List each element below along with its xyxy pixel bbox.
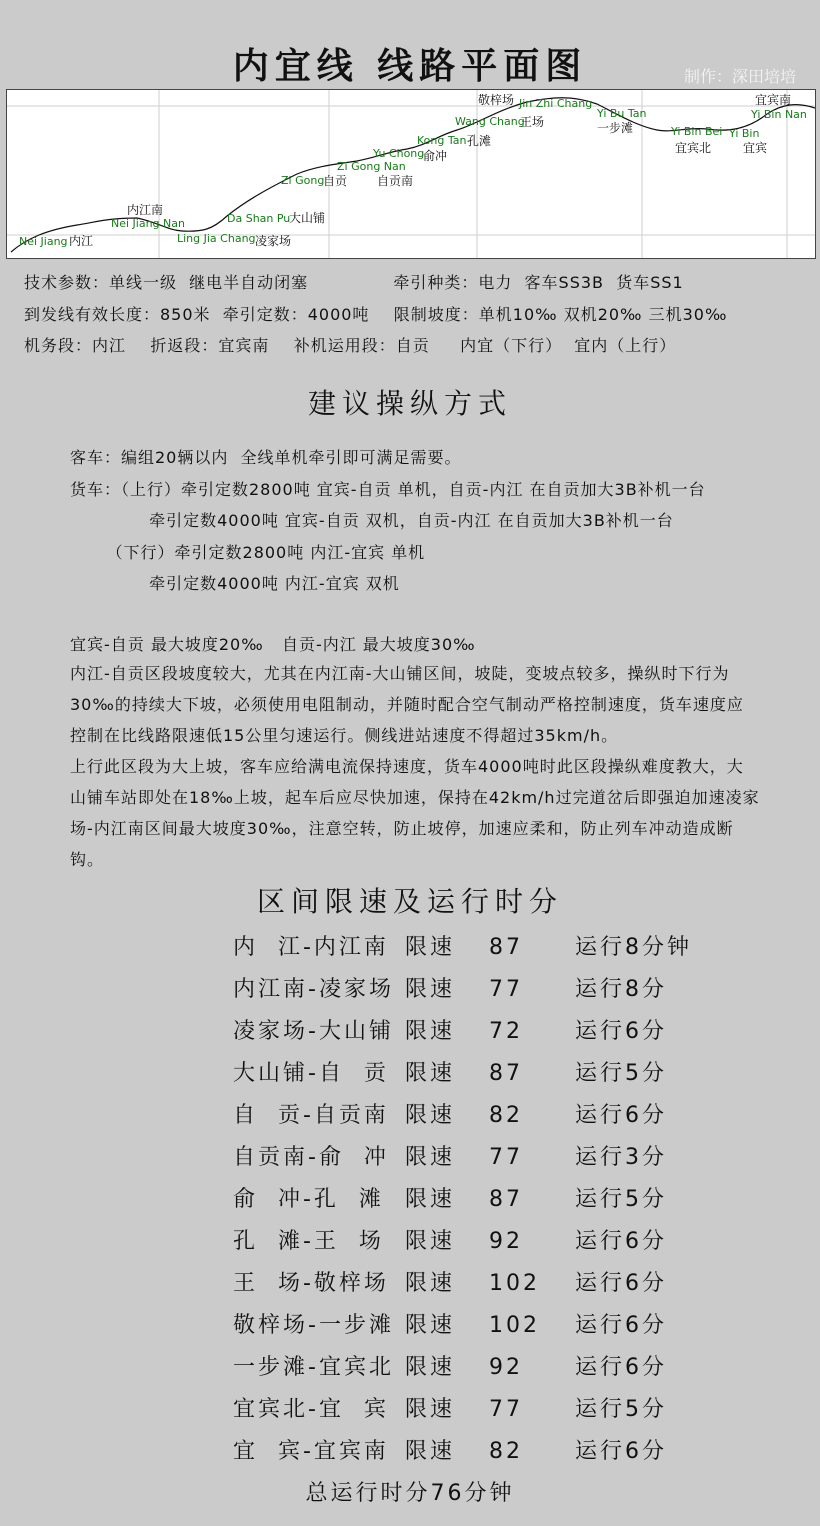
limit-label: 限速 — [405, 1229, 456, 1254]
station-pinyin-label: Wang Chang — [455, 115, 525, 128]
speed-row — [233, 1139, 667, 1181]
limit-label: 限速 — [405, 1439, 456, 1464]
run-time: 运行6分 — [575, 1103, 667, 1128]
station-pinyin-label: Nei Jiang — [19, 235, 68, 248]
station-name-label: 俞冲 — [423, 149, 448, 163]
speed-row — [233, 1349, 667, 1391]
speed-limit: 82 — [489, 1103, 523, 1128]
author-credit: 制作：深田培培 — [683, 67, 796, 86]
speed-limit: 87 — [489, 935, 523, 960]
station-pinyin-label: Yi Bu Tan — [597, 107, 647, 120]
speed-limit: 92 — [489, 1355, 523, 1380]
speed-limit: 72 — [489, 1019, 523, 1044]
advice-line-5: 牵引定数4000吨 内江-宜宾 双机 — [70, 574, 400, 593]
run-time: 运行6分 — [575, 1229, 667, 1254]
run-time: 运行6分 — [575, 1355, 667, 1380]
speed-limit: 102 — [489, 1313, 540, 1338]
section-name: 内 江-内江南 — [233, 935, 389, 960]
section-name: 宜 宾-宜宾南 — [233, 1439, 389, 1464]
advice-line-3: 牵引定数4000吨 宜宾-自贡 双机，自贡-内江 在自贡加大3B补机一台 — [70, 511, 674, 530]
station-pinyin-label: Zi Gong — [281, 174, 325, 187]
station-pinyin-label: Jin Zhi Chang — [519, 97, 593, 110]
station-pinyin-label: Yu Chong — [373, 147, 425, 160]
run-time: 运行8分 — [575, 977, 667, 1002]
limit-label: 限速 — [405, 1187, 456, 1212]
speed-limit: 77 — [489, 1397, 523, 1422]
limit-label: 限速 — [405, 1103, 456, 1128]
speed-heading: 区间限速及运行时分 — [256, 885, 563, 918]
speed-limit: 87 — [489, 1061, 523, 1086]
tech-line-3: 机务段：内江 折返段：宜宾南 补机运用段：自贡 内宜（下行） 宜内（上行） — [24, 336, 677, 355]
station-name-label: 大山铺 — [289, 211, 326, 225]
run-time: 运行3分 — [575, 1145, 667, 1170]
speed-row — [233, 1223, 667, 1265]
limit-label: 限速 — [405, 1397, 456, 1422]
run-time: 运行6分 — [575, 1439, 667, 1464]
section-name: 王 场-敬梓场 — [233, 1271, 389, 1296]
station-name-label: 宜宾 — [743, 141, 768, 155]
advice-heading: 建议操纵方式 — [307, 387, 512, 420]
run-time: 运行6分 — [575, 1019, 667, 1044]
speed-limit: 77 — [489, 977, 523, 1002]
speed-row — [233, 1433, 667, 1475]
run-time: 运行6分 — [575, 1271, 667, 1296]
limit-label: 限速 — [405, 1271, 456, 1296]
section-name: 敬梓场-一步滩 — [233, 1313, 394, 1338]
speed-row — [233, 1307, 667, 1349]
limit-label: 限速 — [405, 1019, 456, 1044]
station-name-label: 敬梓场 — [478, 93, 515, 107]
advice-line-2: 货车：（上行）牵引定数2800吨 宜宾-自贡 单机，自贡-内江 在自贡加大3B补机一台 — [70, 480, 706, 499]
limit-label: 限速 — [405, 1355, 456, 1380]
speed-limit: 87 — [489, 1187, 523, 1212]
notes-paragraph-2: 上行此区段为大上坡，客车应给满电流保持速度，货车4000吨时此区段操纵难度教大，大山铺车站即处在18‰上坡，起车后应尽快加速，保持在42km/h过完道岔后即强迫加速凌家场-内江南区间最大坡度30‰，注意空转，防止坡停，加速应柔和，防止列车冲动造成断钩。 — [70, 757, 760, 869]
station-name-label: 一步滩 — [597, 121, 634, 135]
limit-label: 限速 — [405, 1313, 456, 1338]
limit-label: 限速 — [405, 935, 456, 960]
station-pinyin-label: Ling Jia Chang — [177, 232, 256, 245]
station-name-label: 内江 — [69, 234, 94, 248]
advice-line-1: 客车：编组20辆以内 全线单机牵引即可满足需要。 — [70, 448, 462, 467]
limit-label: 限速 — [405, 977, 456, 1002]
station-name-label: 自贡 — [323, 174, 348, 188]
run-time: 运行6分 — [575, 1313, 667, 1338]
speed-row — [233, 929, 692, 971]
station-name-label: 王场 — [520, 115, 545, 129]
total-time: 总运行时分76分钟 — [305, 1481, 515, 1506]
tech-line-1: 技术参数：单线一级 继电半自动闭塞 牵引种类：电力 客车SS3B 货车SS1 — [24, 273, 684, 292]
station-pinyin-label: Kong Tan — [417, 134, 467, 147]
speed-limit: 92 — [489, 1229, 523, 1254]
line-profile-map — [6, 89, 816, 259]
speed-row — [233, 1181, 667, 1223]
section-name: 自 贡-自贡南 — [233, 1103, 389, 1128]
grade-line: 宜宾-自贡 最大坡度20‰ 自贡-内江 最大坡度30‰ — [70, 635, 476, 654]
station-name-label: 自贡南 — [377, 174, 414, 188]
station-pinyin-label: Zi Gong Nan — [337, 160, 406, 173]
line-profile-svg — [7, 90, 815, 258]
speed-limit: 77 — [489, 1145, 523, 1170]
section-name: 凌家场-大山铺 — [233, 1019, 394, 1044]
station-pinyin-label: Yi Bin Bei — [671, 125, 723, 138]
run-time: 运行5分 — [575, 1061, 667, 1086]
section-name: 内江南-凌家场 — [233, 977, 394, 1002]
station-pinyin-label: Nei Jiang Nan — [111, 217, 185, 230]
speed-row — [233, 971, 667, 1013]
advice-line-4: （下行）牵引定数2800吨 内江-宜宾 单机 — [70, 543, 426, 562]
limit-label: 限速 — [405, 1145, 456, 1170]
section-name: 孔 滩-王 场 — [233, 1229, 384, 1254]
station-name-label: 孔滩 — [467, 134, 492, 148]
section-name: 俞 冲-孔 滩 — [233, 1187, 384, 1212]
station-pinyin-label: Yi Bin — [729, 127, 760, 140]
station-name-label: 宜宾南 — [755, 93, 792, 107]
operation-notes — [70, 658, 760, 875]
speed-limit: 82 — [489, 1439, 523, 1464]
run-time: 运行5分 — [575, 1397, 667, 1422]
station-pinyin-label: Da Shan Pu — [227, 212, 291, 225]
notes-paragraph-1: 内江-自贡区段坡度较大，尤其在内江南-大山铺区间，坡陡，变坡点较多，操纵时下行为30‰的持续大下坡，必须使用电阻制动，并随时配合空气制动严格控制速度，货车速度应控制在比线路限速低15公里匀速运行。侧线进站速度不得超过35km/h。 — [70, 664, 744, 745]
speed-limit: 102 — [489, 1271, 540, 1296]
run-time: 运行5分 — [575, 1187, 667, 1212]
station-name-label: 宜宾北 — [675, 141, 712, 155]
speed-row — [233, 1097, 667, 1139]
section-name: 一步滩-宜宾北 — [233, 1355, 394, 1380]
speed-row — [233, 1265, 667, 1307]
section-name: 自贡南-俞 冲 — [233, 1145, 389, 1170]
speed-row — [233, 1055, 667, 1097]
tech-line-2: 到发线有效长度：850米 牵引定数：4000吨 限制坡度：单机10‰ 双机20‰ 三机30‰ — [24, 305, 728, 324]
section-name: 大山铺-自 贡 — [233, 1061, 389, 1086]
page-title: 内宜线 线路平面图 — [232, 46, 588, 87]
station-name-label: 内江南 — [127, 203, 164, 217]
speed-row — [233, 1391, 667, 1433]
section-name: 宜宾北-宜 宾 — [233, 1397, 389, 1422]
speed-row — [233, 1013, 667, 1055]
limit-label: 限速 — [405, 1061, 456, 1086]
run-time: 运行8分钟 — [575, 935, 692, 960]
speed-table — [233, 929, 692, 1475]
station-pinyin-label: Yi Bin Nan — [751, 108, 807, 121]
station-name-label: 凌家场 — [255, 234, 292, 248]
